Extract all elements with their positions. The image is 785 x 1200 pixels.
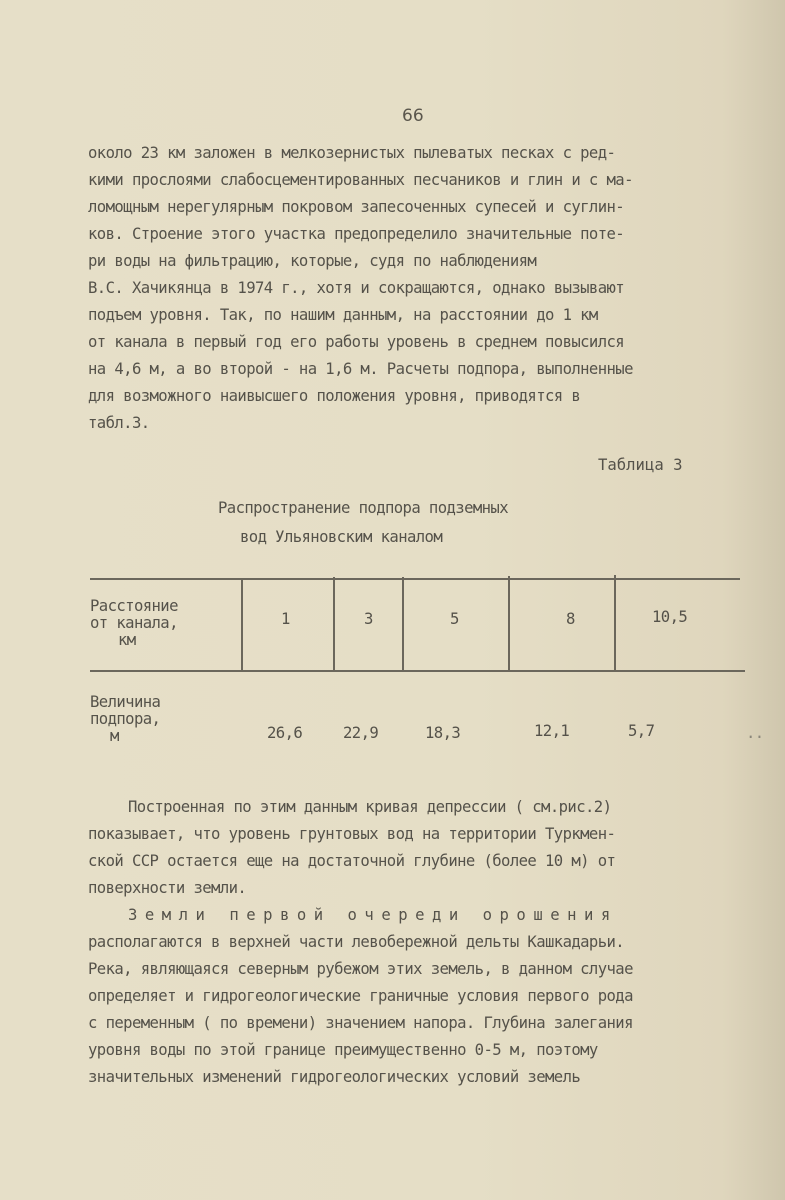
table-top-rule xyxy=(90,578,740,580)
table-header-rule xyxy=(90,670,745,672)
text-line: для возможного наивысшего положения уровня, приводятся в xyxy=(88,387,581,405)
paragraph-1 xyxy=(88,140,748,437)
distance-cell: 5 xyxy=(450,610,459,628)
table-title-line: Распространение подпора подземных xyxy=(218,499,509,517)
table-caption: Таблица 3 xyxy=(598,456,683,474)
text-line: ри воды на фильтрацию, которые, судя по наблюдениям xyxy=(88,252,537,270)
backwater-cell: 26,6 xyxy=(267,724,303,742)
table-column-divider xyxy=(402,577,404,671)
row-header-distance xyxy=(90,598,178,649)
backwater-cell: 22,9 xyxy=(343,724,379,742)
text-line: кими прослоями слабосцементированных песчаников и глин и с ма- xyxy=(88,171,633,189)
table-column-divider xyxy=(333,577,335,671)
text-line: Река, являющаяся северным рубежом этих земель, в данном случае xyxy=(88,960,633,978)
row-header-line: от канала, xyxy=(90,614,178,632)
text-line: В.С. Хачикянца в 1974 г., хотя и сокращаются, однако вызывают xyxy=(88,279,625,297)
text-line: уровня воды по этой границе преимущественно 0-5 м, поэтому xyxy=(88,1041,598,1059)
text-line: ков. Строение этого участка предопределило значительные поте- xyxy=(88,225,625,243)
distance-cell: 3 xyxy=(364,610,373,628)
text-line: определяет и гидрогеологические граничные условия первого рода xyxy=(88,987,633,1005)
text-line: подъем уровня. Так, по нашим данным, на расстоянии до 1 км xyxy=(88,306,598,324)
page-number: 66 xyxy=(402,106,424,126)
text-line: располагаются в верхней части левобережной дельты Кашкадарьи. xyxy=(88,933,625,951)
distance-cell: 10,5 xyxy=(652,608,688,626)
backwater-cell: 12,1 xyxy=(534,722,570,740)
paragraph-2 xyxy=(88,794,748,902)
text-line: ской ССР остается еще на достаточной глубине (более 10 м) от xyxy=(88,852,616,870)
row-header-line: км xyxy=(118,631,136,649)
text-line: около 23 км заложен в мелкозернистых пылеватых песках с ред- xyxy=(88,144,616,162)
text-line: табл.3. xyxy=(88,414,150,432)
text-line: ломощным нерегулярным покровом запесоченных супесей и суглин- xyxy=(88,198,625,216)
text-line: на 4,6 м, а во второй - на 1,6 м. Расчеты подпора, выполненные xyxy=(88,360,633,378)
row-header-backwater xyxy=(90,694,160,745)
row-header-line: Величина xyxy=(90,693,161,711)
row-header-line: подпора, xyxy=(90,710,161,728)
row-header-line: Расстояние xyxy=(90,597,178,615)
trailing-mark: .. xyxy=(746,724,764,742)
table-title xyxy=(218,494,508,552)
backwater-cell: 5,7 xyxy=(628,722,655,740)
text-line: от канала в первый год его работы уровень в среднем повысился xyxy=(88,333,625,351)
table-title-line: вод Ульяновским каналом xyxy=(240,528,443,546)
table-column-divider xyxy=(614,575,616,671)
distance-cell: 8 xyxy=(566,610,575,628)
backwater-cell: 18,3 xyxy=(425,724,461,742)
row-header-line: м xyxy=(110,727,119,745)
text-line: значительных изменений гидрогеологических условий земель xyxy=(88,1068,581,1086)
text-line: показывает, что уровень грунтовых вод на территории Туркмен- xyxy=(88,825,616,843)
distance-cell: 1 xyxy=(281,610,290,628)
text-line: поверхности земли. xyxy=(88,879,247,897)
paragraph-3 xyxy=(88,902,748,1091)
table-column-divider xyxy=(241,578,243,671)
text-line: Построенная по этим данным кривая депрессии ( см.рис.2) xyxy=(128,798,612,816)
table-column-divider xyxy=(508,576,510,671)
spaced-heading: Земли первой очереди орошения xyxy=(128,906,618,924)
text-line: с переменным ( по времени) значением напора. Глубина залегания xyxy=(88,1014,633,1032)
